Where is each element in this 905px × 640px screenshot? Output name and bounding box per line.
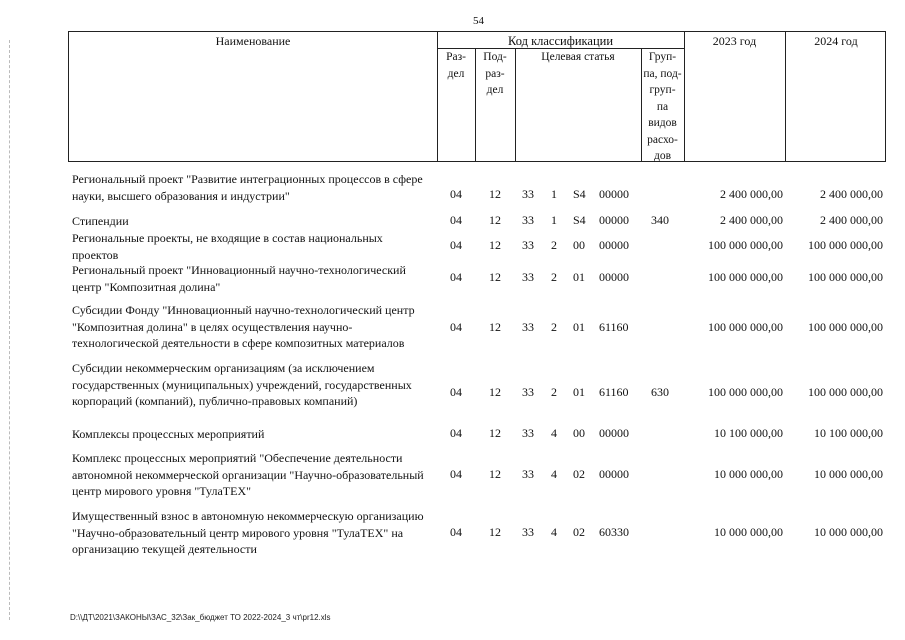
row-section: 04 xyxy=(450,213,462,227)
row-section: 04 xyxy=(450,467,462,481)
row-subsection: 12 xyxy=(489,320,501,334)
row-target-code: 00000 xyxy=(599,270,629,284)
row-target-direction: 00 xyxy=(573,238,585,252)
row-name: Региональный проект "Инновационный научно-технологический центр "Композитная долина" xyxy=(72,263,406,294)
row-subsection: 12 xyxy=(489,270,501,284)
row-target-type: 1 xyxy=(551,187,557,201)
row-target-direction: S4 xyxy=(573,213,586,227)
row-amount-2023: 10 000 000,00 xyxy=(714,467,783,481)
row-subsection: 12 xyxy=(489,426,501,440)
header-subsection xyxy=(475,49,515,99)
header-code: Код классификации xyxy=(507,34,614,48)
row-amount-2023: 100 000 000,00 xyxy=(708,320,783,334)
row-target-type: 2 xyxy=(551,385,557,399)
header-section xyxy=(437,49,475,82)
row-amount-2024: 100 000 000,00 xyxy=(808,238,883,252)
row-target-type: 4 xyxy=(551,525,557,539)
row-target-type: 2 xyxy=(551,270,557,284)
row-target-program: 33 xyxy=(522,187,534,201)
row-amount-2024: 100 000 000,00 xyxy=(808,320,883,334)
row-amount-2024: 2 400 000,00 xyxy=(820,213,883,227)
header-divider xyxy=(684,32,685,161)
row-target-program: 33 xyxy=(522,426,534,440)
header-subsection-line: Под- xyxy=(483,51,507,63)
row-name: Стипендии xyxy=(72,214,129,228)
row-amount-2023: 10 100 000,00 xyxy=(714,426,783,440)
row-section: 04 xyxy=(450,238,462,252)
row-amount-2024: 10 000 000,00 xyxy=(814,467,883,481)
row-target-program: 33 xyxy=(522,385,534,399)
row-name: Комплекс процессных мероприятий "Обеспечение деятельности автономной некоммерческой организации "Научно-образовательный центр мирового уровня "ТулаТЕХ" xyxy=(72,451,424,498)
header-divider xyxy=(785,32,786,161)
row-target-type: 2 xyxy=(551,238,557,252)
row-amount-2023: 100 000 000,00 xyxy=(708,238,783,252)
row-name: Субсидии Фонду "Инновационный научно-технологический центр "Композитная долина" в целях осуществления научно-технологической деятельности в сфере композитных материалов xyxy=(72,303,415,350)
row-target-code: 00000 xyxy=(599,467,629,481)
row-target-direction: 02 xyxy=(573,525,585,539)
row-subsection: 12 xyxy=(489,467,501,481)
header-group-line: па, под- xyxy=(643,67,682,80)
row-section: 04 xyxy=(450,525,462,539)
row-subsection: 12 xyxy=(489,187,501,201)
row-amount-2023: 10 000 000,00 xyxy=(714,525,783,539)
row-target-code: 00000 xyxy=(599,426,629,440)
row-target-direction: 01 xyxy=(573,385,585,399)
row-name: Комплексы процессных мероприятий xyxy=(72,427,265,441)
row-target-code: 00000 xyxy=(599,238,629,252)
row-target-direction: 01 xyxy=(573,270,585,284)
header-group xyxy=(641,49,684,165)
header-subsection-line: дел xyxy=(486,84,504,96)
row-target-program: 33 xyxy=(522,213,534,227)
row-target-code: 60330 xyxy=(599,525,629,539)
row-target-code: 00000 xyxy=(599,187,629,201)
header-group-line: па xyxy=(656,100,669,113)
row-target-program: 33 xyxy=(522,238,534,252)
row-target-code: 61160 xyxy=(599,385,629,399)
row-target-type: 1 xyxy=(551,213,557,227)
footer-file-path: D:\\ДТ\2021\ЗАКОНЫ\ЗАС_32\Зак_бюджет ТО 2022-2024_3 чт\pr12.xls xyxy=(70,613,331,622)
row-amount-2024: 10 000 000,00 xyxy=(814,525,883,539)
header-group-line: видов xyxy=(648,117,677,129)
header-name: Наименование xyxy=(215,34,291,48)
row-section: 04 xyxy=(450,426,462,440)
row-target-direction: 02 xyxy=(573,467,585,481)
row-target-code: 61160 xyxy=(599,320,629,334)
table-header xyxy=(68,31,886,162)
row-target-code: 00000 xyxy=(599,213,629,227)
row-amount-2024: 100 000 000,00 xyxy=(808,270,883,284)
header-section-line: дел xyxy=(447,67,465,80)
row-amount-2023: 100 000 000,00 xyxy=(708,385,783,399)
row-section: 04 xyxy=(450,320,462,334)
header-year-2023: 2023 год xyxy=(712,34,757,48)
row-target-direction: 00 xyxy=(573,426,585,440)
header-group-line: Груп- xyxy=(648,51,677,63)
page-edge-marks xyxy=(9,40,11,620)
row-expense-group: 630 xyxy=(651,385,669,399)
row-section: 04 xyxy=(450,270,462,284)
row-target-type: 2 xyxy=(551,320,557,334)
row-target-program: 33 xyxy=(522,467,534,481)
row-target-type: 4 xyxy=(551,426,557,440)
row-target-direction: 01 xyxy=(573,320,585,334)
row-name: Субсидии некоммерческим организациям (за исключением государственных (муниципальных) учреждений, государственных корпораций (компаний), публично-правовых компаний) xyxy=(72,361,412,408)
header-group-line: дов xyxy=(653,150,672,162)
row-subsection: 12 xyxy=(489,525,501,539)
row-target-program: 33 xyxy=(522,525,534,539)
row-amount-2023: 2 400 000,00 xyxy=(720,213,783,227)
row-target-program: 33 xyxy=(522,270,534,284)
row-amount-2023: 100 000 000,00 xyxy=(708,270,783,284)
page-number: 54 xyxy=(473,15,484,27)
row-subsection: 12 xyxy=(489,385,501,399)
row-name: Региональный проект "Развитие интеграционных процессов в сфере науки, высшего образования и индустрии" xyxy=(72,172,423,203)
row-section: 04 xyxy=(450,187,462,201)
row-target-program: 33 xyxy=(522,320,534,334)
row-amount-2023: 2 400 000,00 xyxy=(720,187,783,201)
row-expense-group: 340 xyxy=(651,213,669,227)
row-name: Имущественный взнос в автономную некоммерческую организацию "Научно-образовательный центр мирового уровня "ТулаТЕХ" на организацию текущей деятельности xyxy=(72,509,424,556)
row-name: Региональные проекты, не входящие в состав национальных проектов xyxy=(72,231,383,262)
header-group-line: расхо- xyxy=(647,133,678,146)
row-subsection: 12 xyxy=(489,213,501,227)
row-amount-2024: 2 400 000,00 xyxy=(820,187,883,201)
header-year-2024: 2024 год xyxy=(814,34,858,48)
header-group-line: груп- xyxy=(649,84,676,96)
row-target-direction: S4 xyxy=(573,187,586,201)
row-subsection: 12 xyxy=(489,238,501,252)
header-subsection-line: раз- xyxy=(485,67,505,80)
header-target: Целевая статья xyxy=(541,51,615,63)
row-amount-2024: 10 100 000,00 xyxy=(814,426,883,440)
header-section-line: Раз- xyxy=(446,51,466,63)
row-amount-2024: 100 000 000,00 xyxy=(808,385,883,399)
row-section: 04 xyxy=(450,385,462,399)
row-target-type: 4 xyxy=(551,467,557,481)
